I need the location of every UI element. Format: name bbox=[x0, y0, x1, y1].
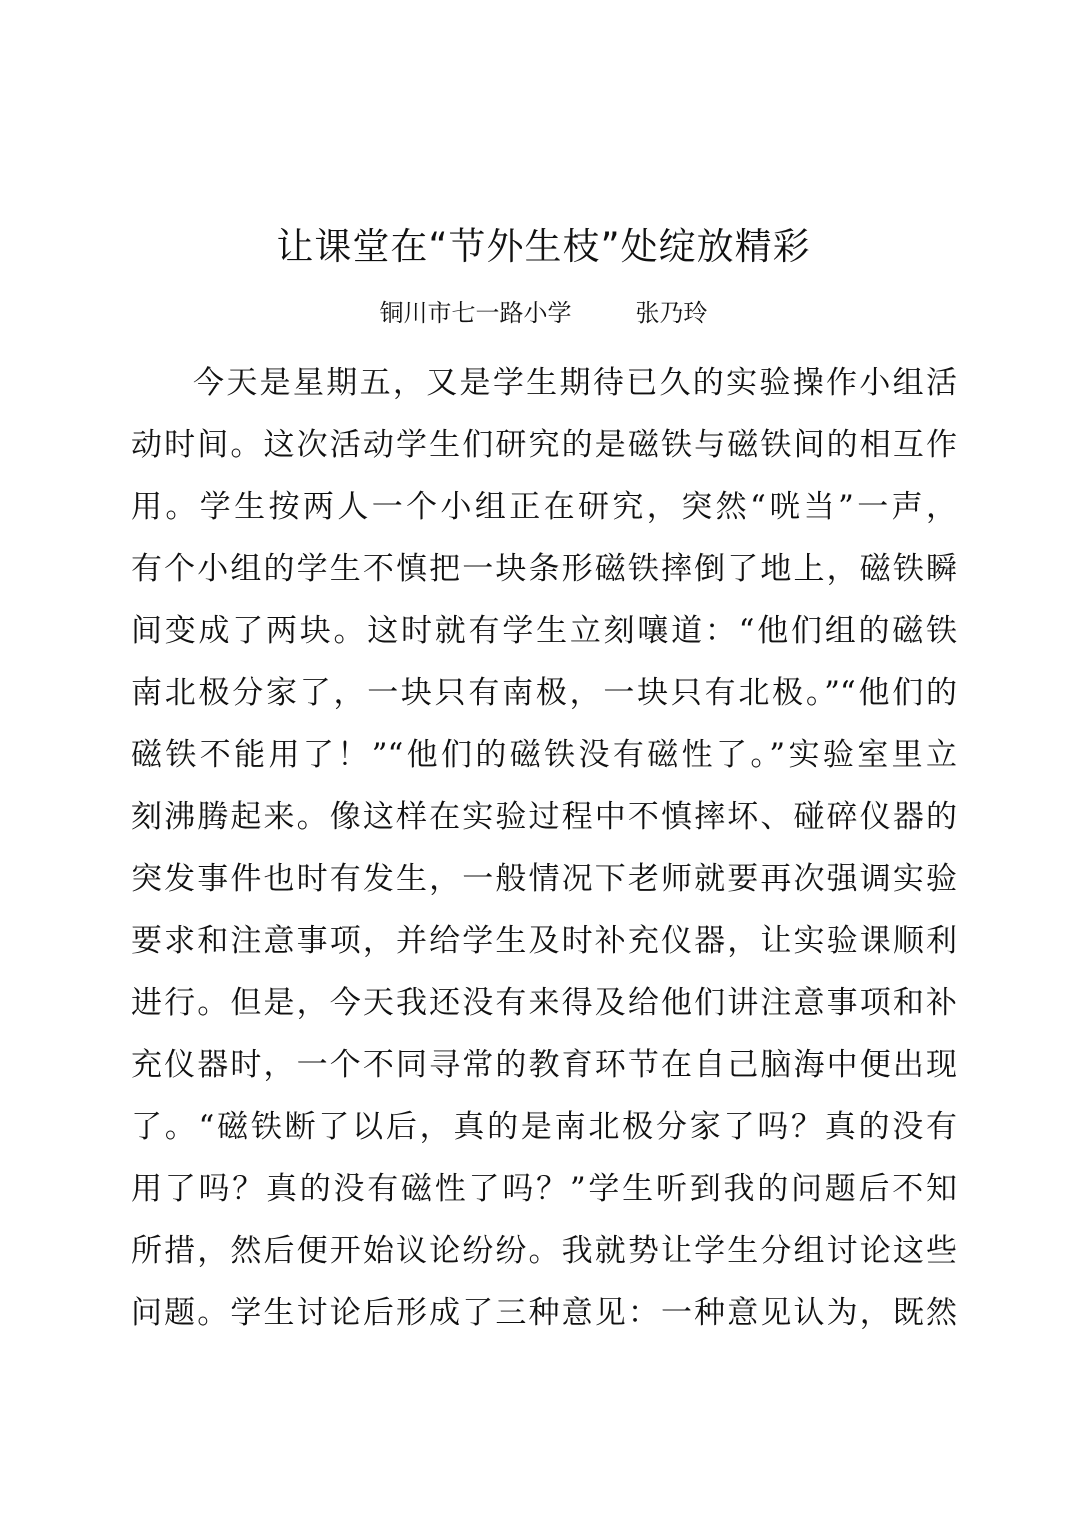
body-line: 用。学生按两人一个小组正在研究，突然“咣当”一声， bbox=[131, 489, 957, 525]
byline bbox=[0, 296, 1087, 330]
article-title: 让课堂在“节外生枝”处绽放精彩 bbox=[276, 225, 811, 268]
body-line: 充仪器时，一个不同寻常的教育环节在自己脑海中便出现 bbox=[131, 1047, 957, 1083]
body-line: 进行。但是，今天我还没有来得及给他们讲注意事项和补 bbox=[131, 985, 957, 1021]
body-line: 南北极分家了，一块只有南极，一块只有北极。”“他们的 bbox=[131, 675, 957, 711]
body-line: 刻沸腾起来。像这样在实验过程中不慎摔坏、碰碎仪器的 bbox=[131, 799, 957, 835]
body-line: 了。“磁铁断了以后，真的是南北极分家了吗？真的没有 bbox=[131, 1109, 957, 1145]
body-line: 今天是星期五，又是学生期待已久的实验操作小组活 bbox=[193, 365, 957, 401]
body-line: 用了吗？真的没有磁性了吗？”学生听到我的问题后不知 bbox=[131, 1171, 957, 1207]
body-line: 要求和注意事项，并给学生及时补充仪器，让实验课顺利 bbox=[131, 923, 957, 959]
body-line: 动时间。这次活动学生们研究的是磁铁与磁铁间的相互作 bbox=[131, 427, 957, 463]
body-line: 磁铁不能用了！”“他们的磁铁没有磁性了。”实验室里立 bbox=[131, 737, 957, 773]
body-line: 间变成了两块。这时就有学生立刻嚷道：“他们组的磁铁 bbox=[131, 613, 957, 649]
article-body bbox=[131, 352, 957, 1344]
body-line: 有个小组的学生不慎把一块条形磁铁摔倒了地上，磁铁瞬 bbox=[131, 551, 957, 587]
body-line: 所措，然后便开始议论纷纷。我就势让学生分组讨论这些 bbox=[131, 1233, 957, 1269]
body-line: 问题。学生讨论后形成了三种意见：一种意见认为，既然 bbox=[131, 1295, 957, 1331]
school-name: 铜川市七一路小学 bbox=[379, 299, 572, 327]
body-line: 突发事件也时有发生，一般情况下老师就要再次强调实验 bbox=[131, 861, 957, 897]
author-name: 张乃玲 bbox=[635, 299, 708, 327]
